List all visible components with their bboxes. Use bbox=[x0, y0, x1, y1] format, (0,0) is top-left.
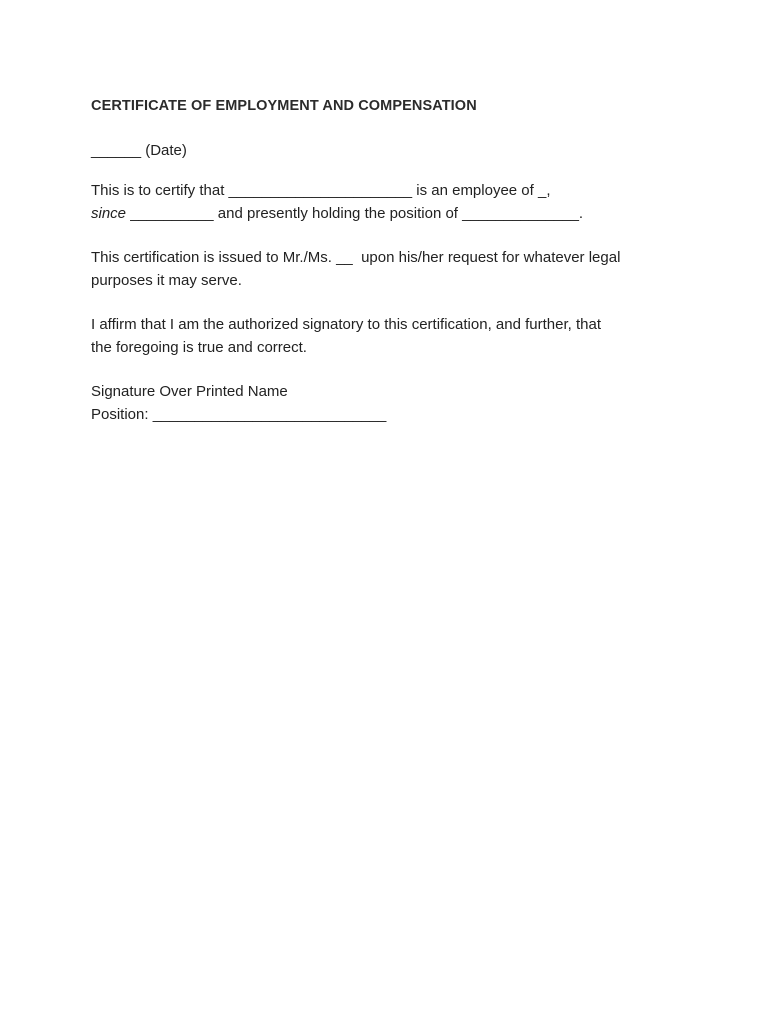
certify-middle: is an employee of bbox=[412, 182, 538, 199]
signature-block bbox=[91, 381, 691, 426]
since-date-blank: __________ bbox=[126, 204, 218, 222]
issued-line-1: This certification is issued to Mr./Ms. __ upon his/her request for whatever legal bbox=[91, 249, 621, 266]
affirm-paragraph bbox=[91, 314, 691, 359]
certify-prefix: This is to certify that bbox=[91, 182, 229, 199]
signature-label: Signature Over Printed Name bbox=[91, 383, 288, 400]
affirm-line-1: I affirm that I am the authorized signatory to this certification, and further, that bbox=[91, 316, 601, 333]
document-title: CERTIFICATE OF EMPLOYMENT AND COMPENSATION bbox=[91, 98, 477, 114]
affirm-line-2: the foregoing is true and correct. bbox=[91, 338, 307, 356]
position-blank: ______________. bbox=[462, 204, 584, 222]
since-label: since bbox=[91, 204, 127, 222]
date-line bbox=[91, 140, 691, 163]
issued-paragraph bbox=[91, 247, 691, 292]
date-field: ______ (Date) bbox=[91, 141, 187, 159]
position-label: Position: ____________________________ bbox=[91, 405, 387, 423]
position-phrase: and presently holding the position of bbox=[217, 204, 463, 222]
certify-line-1 bbox=[91, 180, 691, 203]
certify-paragraph bbox=[91, 180, 691, 225]
certify-line-2 bbox=[91, 203, 691, 226]
employee-name-blank: ______________________ bbox=[228, 182, 413, 199]
company-blank: _, bbox=[537, 182, 551, 199]
certificate-body bbox=[91, 95, 691, 426]
issued-line-2: purposes it may serve. bbox=[91, 271, 242, 289]
